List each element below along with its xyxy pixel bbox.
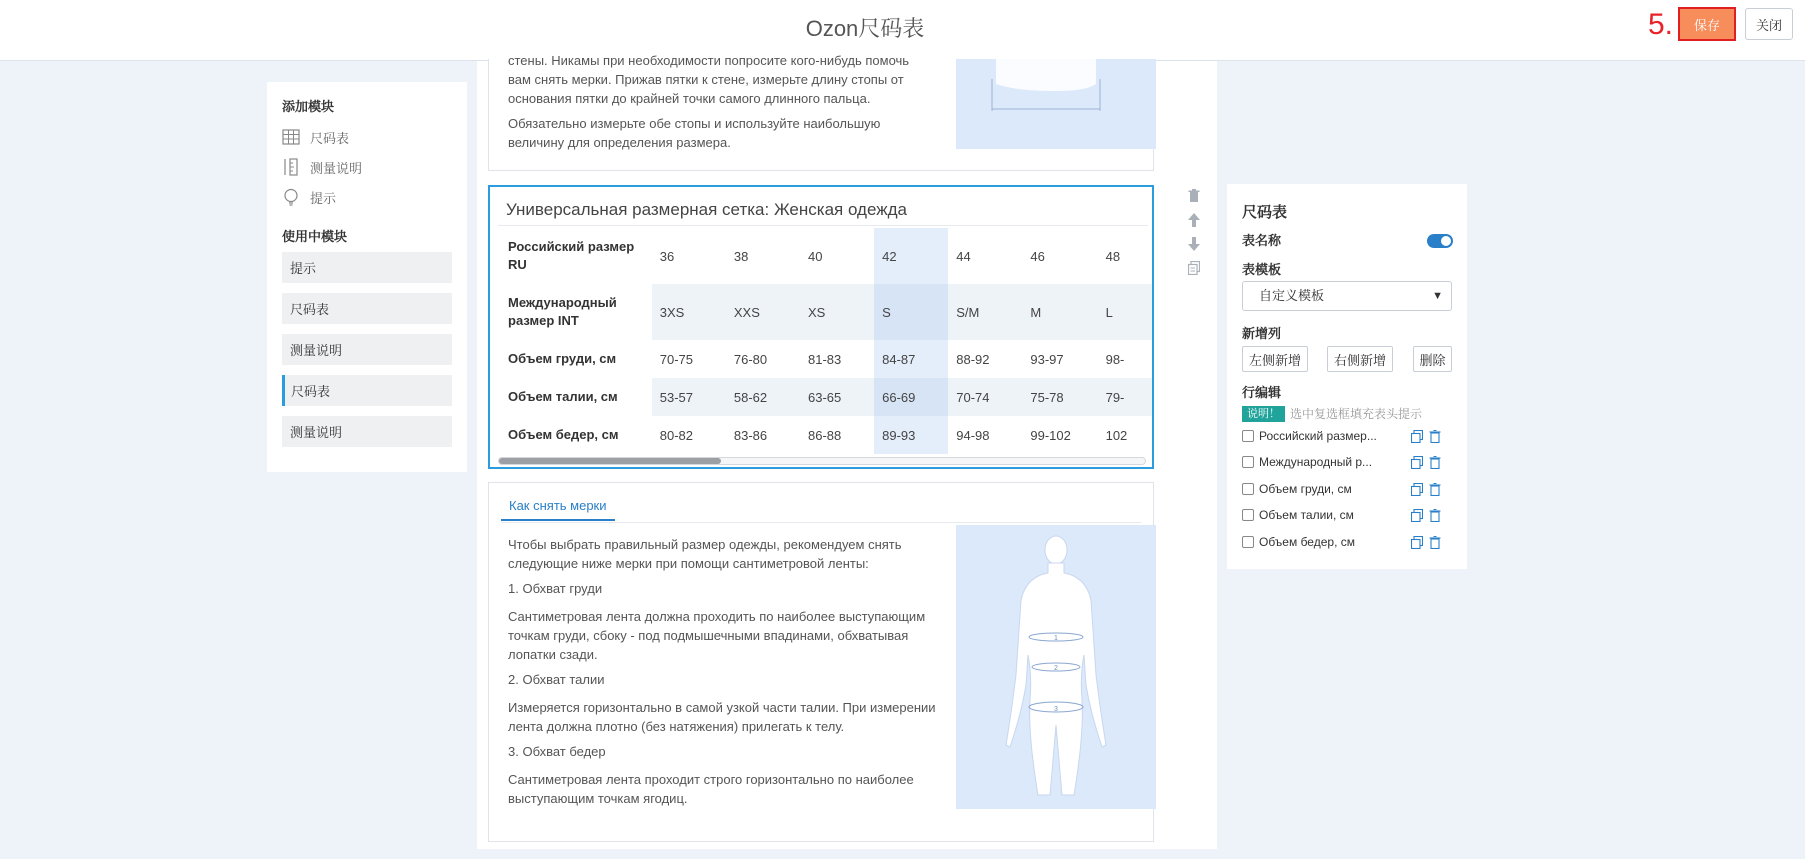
guide-text-line: Сантиметровая лента проходит строго горизонтально по наиболее <box>508 772 914 787</box>
foot-text-line: вам снять мерки. Прижав пятки к стене, измерьте длину стопы от <box>508 72 904 87</box>
row-edit-label-text: Объем груди, см <box>1259 482 1352 496</box>
close-button[interactable]: 关闭 <box>1745 8 1793 40</box>
add-module-tip[interactable] <box>282 182 452 212</box>
add-module-label: 测量说明 <box>310 160 363 176</box>
foot-text-line: стены. Никамы при необходимости попросите кого-нибудь помочь <box>508 53 910 68</box>
add-column-label: 新增列 <box>1242 326 1282 341</box>
chevron-down-icon: ▼ <box>1432 290 1443 302</box>
row-edit-item <box>1242 452 1452 472</box>
table-cell[interactable]: 42 <box>874 228 948 284</box>
panel-title: 尺码表 <box>1242 204 1288 221</box>
divider <box>501 522 1141 523</box>
row-edit-label: 行编辑 <box>1242 385 1282 400</box>
template-label: 表模板 <box>1242 262 1282 277</box>
table-name-label: 表名称 <box>1242 233 1282 248</box>
guide-subheading: 2. Обхват талии <box>508 672 605 687</box>
guide-text-line: Чтобы выбрать правильный размер одежды, рекомендуем снять <box>508 537 902 552</box>
table-cell[interactable]: 36 <box>659 248 675 264</box>
table-row <box>498 228 1152 284</box>
table-cell[interactable]: 3XS <box>652 284 726 340</box>
size-table <box>498 228 1152 454</box>
table-cell[interactable]: 102 <box>1105 427 1128 443</box>
delete-column-button[interactable]: 删除 <box>1413 346 1452 372</box>
row-edit-item <box>1242 532 1452 552</box>
note-text: 选中复选框填充表头提示 <box>1290 407 1423 421</box>
table-cell[interactable]: XS <box>800 284 874 340</box>
table-cell[interactable]: 94-98 <box>956 427 990 443</box>
row-edit-item <box>1242 505 1452 525</box>
foot-text-line: основания пятки до крайней точки самого длинного пальца. <box>508 91 871 106</box>
table-cell[interactable]: 70-74 <box>948 378 1022 416</box>
delete-row-icon[interactable] <box>1429 483 1441 496</box>
table-cell[interactable]: 38 <box>733 248 749 264</box>
row-header[interactable]: Российский размер RU <box>498 228 652 284</box>
add-right-column-button[interactable]: 右侧新增 <box>1327 346 1393 372</box>
delete-row-icon[interactable] <box>1429 536 1441 549</box>
module-toolbar <box>1185 184 1203 280</box>
row-edit-label-text: Международный р... <box>1259 455 1373 469</box>
table-cell[interactable]: S/M <box>948 284 1022 340</box>
guide-text-line: следующие ниже мерки при помощи сантиметровой ленты: <box>508 556 869 571</box>
used-module-measurement[interactable]: 测量说明 <box>282 416 452 447</box>
used-module-size-table-active[interactable]: 尺码表 <box>282 375 452 406</box>
note-badge: 说明！ <box>1242 406 1285 422</box>
foot-illustration <box>956 59 1156 149</box>
table-cell[interactable]: 66-69 <box>874 378 948 416</box>
table-cell[interactable]: XXS <box>726 284 800 340</box>
row-header[interactable]: Объем талии, см <box>498 378 652 416</box>
row-edit-note <box>1242 405 1422 422</box>
module-panel <box>267 82 467 472</box>
scrollbar-thumb[interactable] <box>499 458 721 464</box>
copy-row-icon[interactable] <box>1411 509 1423 522</box>
delete-row-icon[interactable] <box>1429 509 1441 522</box>
save-button[interactable]: 保存 <box>1678 7 1736 41</box>
table-row <box>498 340 1152 378</box>
step-number-annotation: 5. <box>1648 8 1674 41</box>
tab-how-to-measure[interactable]: Как снять мерки <box>501 498 615 521</box>
table-cell[interactable]: 86-88 <box>808 427 842 443</box>
table-cell[interactable]: 88-92 <box>956 351 990 367</box>
delete-row-icon[interactable] <box>1429 456 1441 469</box>
table-row <box>498 416 1152 454</box>
table-cell[interactable]: 46 <box>1030 248 1045 264</box>
move-up-icon[interactable] <box>1185 208 1203 232</box>
table-row <box>498 378 1152 416</box>
table-icon <box>282 129 300 145</box>
table-cell[interactable]: 83-86 <box>733 427 768 443</box>
figure-label-waist: 2 <box>1054 665 1058 672</box>
table-cell[interactable]: 89-93 <box>874 416 948 454</box>
guide-text-line: Сантиметровая лента должна проходить по наиболее выступающим <box>508 609 926 624</box>
table-cell[interactable]: 79- <box>1098 378 1152 416</box>
properties-panel <box>1227 184 1467 569</box>
template-select-value: 自定义模板 <box>1259 288 1325 303</box>
guide-text-line: Измеряется горизонтально в самой узкой части талии. При измерении <box>508 700 936 715</box>
row-checkbox[interactable] <box>1242 483 1254 495</box>
row-header[interactable]: Объем бедер, см <box>498 416 652 454</box>
foot-text-line: величину для определения размера. <box>508 135 731 150</box>
table-cell[interactable]: 80-82 <box>659 427 693 443</box>
used-modules-heading: 使用中模块 <box>282 229 348 244</box>
move-down-icon[interactable] <box>1185 232 1203 256</box>
delete-module-icon[interactable] <box>1185 184 1203 208</box>
table-cell[interactable]: 98- <box>1105 351 1125 367</box>
table-cell[interactable]: 63-65 <box>800 378 874 416</box>
add-left-column-button[interactable]: 左侧新增 <box>1242 346 1308 372</box>
table-row <box>498 284 1152 340</box>
row-checkbox[interactable] <box>1242 536 1254 548</box>
delete-row-icon[interactable] <box>1429 430 1441 443</box>
guide-text-line: лента должна плотно (без натяжения) прилегать к телу. <box>508 719 845 734</box>
used-module-measurement[interactable]: 测量说明 <box>282 334 452 365</box>
add-module-label: 提示 <box>310 190 337 206</box>
used-module-tip[interactable]: 提示 <box>282 252 452 283</box>
row-edit-item <box>1242 426 1452 446</box>
preview-canvas <box>477 53 1217 849</box>
copy-row-icon[interactable] <box>1411 430 1423 443</box>
table-cell[interactable]: 93-97 <box>1030 351 1064 367</box>
table-cell[interactable]: 48 <box>1105 248 1121 264</box>
page-title: Ozon尺码表 <box>805 16 925 41</box>
row-edit-label-text: Объем талии, см <box>1259 508 1354 522</box>
copy-row-icon[interactable] <box>1411 456 1423 469</box>
foot-measurement-card[interactable] <box>488 53 1154 171</box>
size-table-card[interactable] <box>488 185 1154 469</box>
add-module-size-table[interactable] <box>282 122 452 152</box>
table-cell[interactable]: 75-78 <box>1022 378 1097 416</box>
guide-text-line: выступающим точкам ягодиц. <box>508 791 688 806</box>
foot-text-line: Обязательно измерьте обе стопы и используйте наибольшую <box>508 116 881 131</box>
table-viewport <box>490 187 1152 467</box>
row-checkbox[interactable] <box>1242 456 1254 468</box>
row-checkbox[interactable] <box>1242 509 1254 521</box>
table-name-toggle[interactable] <box>1427 234 1453 248</box>
copy-module-icon[interactable] <box>1185 256 1203 280</box>
used-module-size-table[interactable]: 尺码表 <box>282 293 452 324</box>
row-edit-label-text: Российский размер... <box>1259 429 1377 443</box>
guide-text-line: лопатки сзади. <box>508 647 598 662</box>
table-cell[interactable]: 58-62 <box>726 378 800 416</box>
table-cell[interactable]: 53-57 <box>652 378 726 416</box>
table-cell[interactable]: 70-75 <box>659 351 693 367</box>
measurement-guide-card[interactable] <box>488 482 1154 842</box>
lightbulb-icon <box>282 188 300 206</box>
add-module-measurement[interactable] <box>282 152 452 182</box>
figure-label-hips: 3 <box>1054 706 1058 713</box>
table-cell[interactable]: L <box>1098 284 1152 340</box>
guide-subheading: 1. Обхват груди <box>508 581 603 596</box>
table-cell[interactable]: 81-83 <box>808 351 842 367</box>
row-edit-label-text: Объем бедер, см <box>1259 535 1355 549</box>
copy-row-icon[interactable] <box>1411 483 1423 496</box>
add-modules-heading: 添加模块 <box>282 99 335 114</box>
table-cell[interactable]: 99-102 <box>1030 427 1071 443</box>
row-header[interactable]: Объем груди, см <box>498 340 652 378</box>
table-cell[interactable]: 44 <box>956 248 971 264</box>
add-module-label: 尺码表 <box>310 130 350 146</box>
guide-text-line: точкам груди, сбоку - под подмышечными впадинами, обхватывая <box>508 628 909 643</box>
body-measurement-illustration <box>956 525 1156 809</box>
row-header[interactable]: Международный размер INT <box>498 284 652 340</box>
table-cell[interactable]: 76-80 <box>733 351 768 367</box>
table-cell[interactable]: 40 <box>808 248 823 264</box>
guide-subheading: 3. Обхват бедер <box>508 744 606 759</box>
table-cell[interactable]: M <box>1022 284 1097 340</box>
table-cell[interactable]: 84-87 <box>874 340 948 378</box>
row-edit-item <box>1242 479 1452 499</box>
copy-row-icon[interactable] <box>1411 536 1423 549</box>
template-select[interactable] <box>1242 281 1452 311</box>
figure-label-chest: 1 <box>1054 635 1058 642</box>
table-cell[interactable]: S <box>874 284 948 340</box>
row-checkbox[interactable] <box>1242 430 1254 442</box>
ruler-icon <box>282 158 300 176</box>
horizontal-scrollbar[interactable] <box>498 457 1146 465</box>
size-table-title: Универсальная размерная сетка: Женская одежда <box>506 200 907 219</box>
